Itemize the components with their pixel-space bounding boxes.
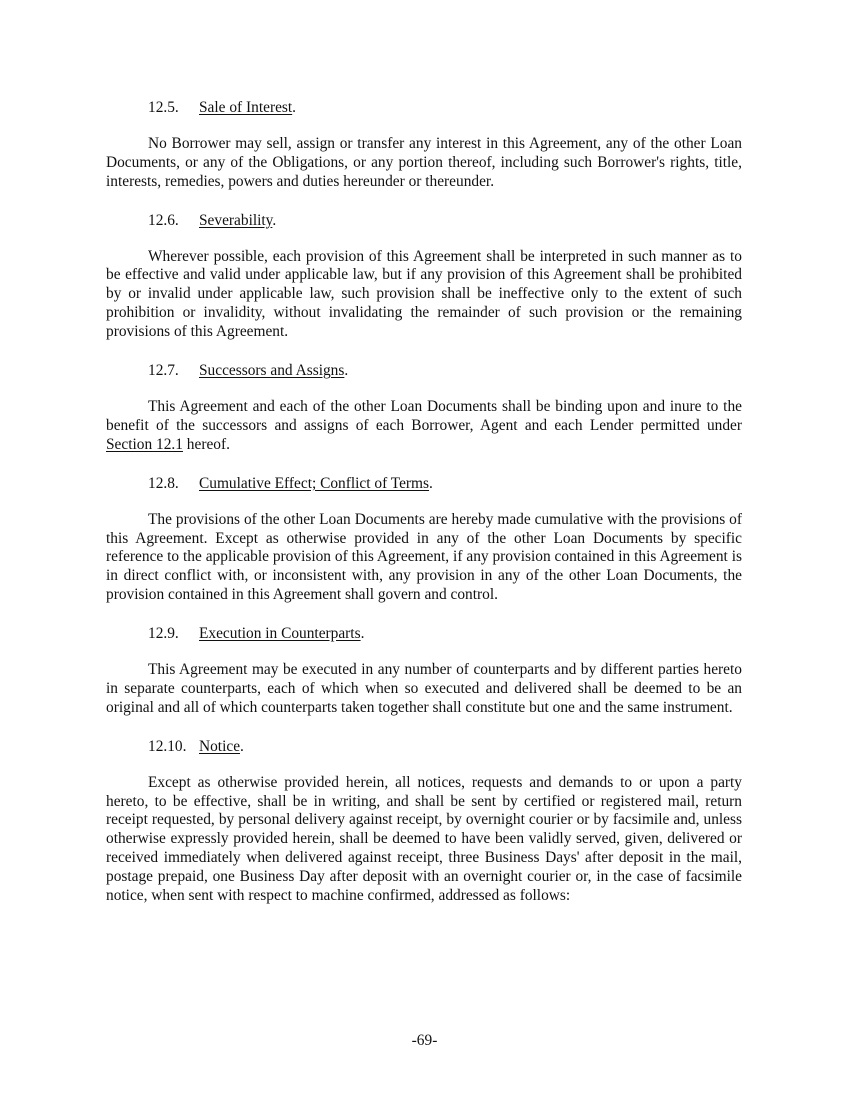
section-body: Except as otherwise provided herein, all notices, requests and demands to or upon a party hereto, to be effective, shall be in writing, and shall be sent by certified or registered mail, return receipt requested, by personal delivery against receipt, by overnight courier or by facsimile and, unless otherwise expressly provided herein, shall be deemed to have been validly served, given, delivered or received immediately when delivered against receipt, three Business Days' after deposit in the mail, postage prepaid, one Business Day after deposit with an overnight courier or, in the case of facsimile notice, when sent with respect to machine confirmed, addressed as follows:	[106, 773, 742, 905]
section-title: Notice	[199, 737, 241, 755]
section-12-7	[106, 362, 742, 455]
section-number: 12.10.	[148, 737, 187, 755]
section-title: Severability	[199, 211, 273, 229]
section-number: 12.6.	[148, 211, 179, 229]
section-heading: 12.7. Successors and Assigns.	[148, 362, 349, 380]
section-heading: 12.8. Cumulative Effect; Conflict of Terms.	[148, 474, 433, 492]
section-title: Cumulative Effect; Conflict of Terms	[199, 474, 430, 492]
section-title: Successors and Assigns	[199, 362, 345, 380]
section-heading: 12.5. Sale of Interest.	[148, 99, 297, 116]
section-title: Execution in Counterparts	[199, 625, 361, 643]
section-12-10	[106, 738, 742, 906]
page-number: -69-	[411, 1032, 438, 1049]
section-body: No Borrower may sell, assign or transfer any interest in this Agreement, any of the other Loan Documents, or any of the Obligations, or any portion thereof, including such Borrower's rights, title, interests, remedies, powers and duties hereunder or thereunder.	[106, 134, 742, 190]
section-12-8	[106, 475, 742, 605]
section-body-text: hereof.	[182, 435, 230, 453]
document-body	[106, 99, 742, 926]
section-12-6	[106, 212, 742, 342]
section-body: Wherever possible, each provision of this Agreement shall be interpreted in such manner as to be effective and valid under applicable law, but if any provision of this Agreement shall be prohibited by or invalid under applicable law, such provision shall be ineffective only to the extent of such prohibition or invalidity, without invalidating the remainder of such provision or the remaining provisions of this Agreement.	[106, 247, 742, 341]
section-body: The provisions of the other Loan Documents are hereby made cumulative with the provisions of this Agreement. Except as otherwise provided in any of the other Loan Documents by specific reference to the applicable provision of this Agreement, if any provision contained in this Agreement is in direct conflict with, or inconsistent with, any provision in any of the other Loan Documents, the provision contained in this Agreement shall govern and control.	[106, 510, 742, 604]
section-title: Sale of Interest	[199, 99, 293, 116]
section-12-5	[106, 99, 742, 192]
section-body: This Agreement may be executed in any number of counterparts and by different parties hereto in separate counterparts, each of which when so executed and delivered shall be deemed to be an original and all of which counterparts taken together shall constitute but one and the same instrument.	[106, 661, 742, 716]
section-number: 12.5.	[148, 99, 179, 116]
section-body	[106, 398, 742, 455]
section-12-9	[106, 625, 742, 718]
section-number: 12.9.	[148, 625, 179, 643]
section-body-text: This Agreement and each of the other Loan Documents shall be binding upon and inure to the benefit of the successors and assigns of each Borrower, Agent and each Lender permitted under	[106, 397, 742, 434]
section-heading: 12.6. Severability.	[148, 211, 277, 229]
section-reference-link[interactable]: Section 12.1	[106, 435, 183, 453]
section-heading: 12.10. Notice.	[148, 737, 244, 755]
section-number: 12.8.	[148, 474, 179, 492]
section-heading: 12.9. Execution in Counterparts.	[148, 625, 365, 643]
section-number: 12.7.	[148, 362, 179, 380]
